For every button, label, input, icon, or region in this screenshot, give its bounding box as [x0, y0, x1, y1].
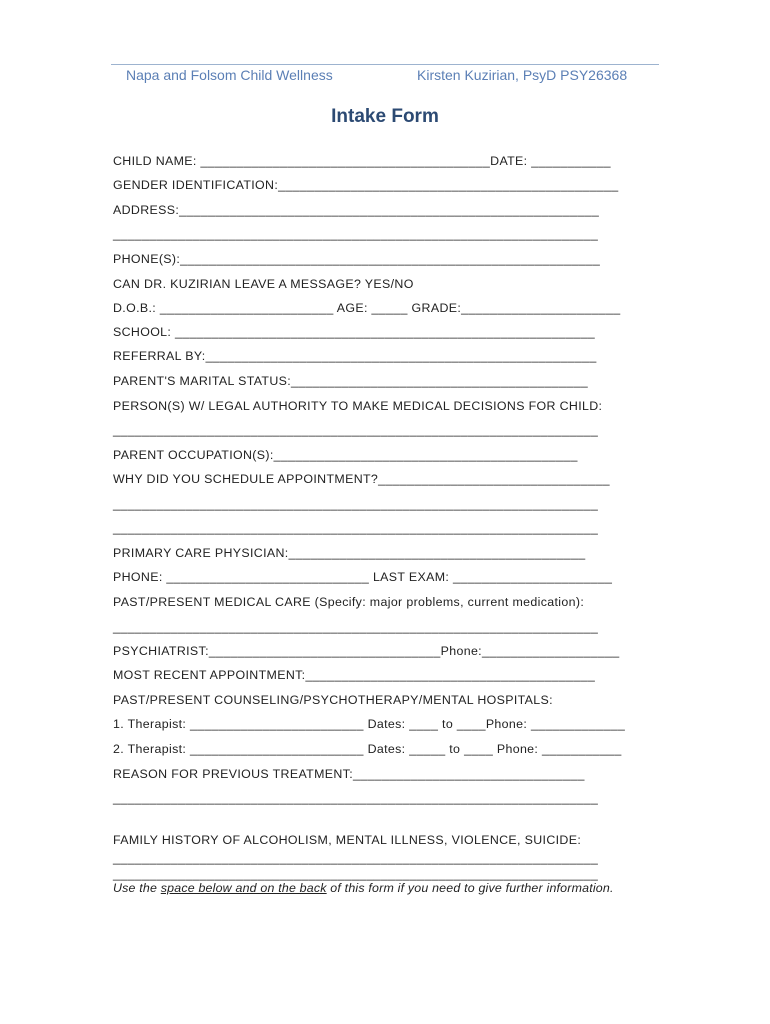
- note-suffix: of this form if you need to give further information.: [326, 881, 614, 895]
- family-history-line: FAMILY HISTORY OF ALCOHOLISM, MENTAL ILLNESS, VIOLENCE, SUICIDE:: [113, 833, 582, 847]
- note-underlined: space below and on the back: [160, 881, 327, 895]
- marital-status-line: PARENT'S MARITAL STATUS:_________________________________________: [113, 374, 588, 388]
- note-prefix: Use the: [113, 881, 161, 895]
- legal-authority-line: PERSON(S) W/ LEGAL AUTHORITY TO MAKE MEDICAL DECISIONS FOR CHILD:: [113, 399, 603, 413]
- family-history-blank-1: ___________________________________________________________________: [113, 851, 599, 865]
- school-line: SCHOOL: __________________________________________________________: [113, 325, 595, 339]
- counseling-history-line: PAST/PRESENT COUNSELING/PSYCHOTHERAPY/MENTAL HOSPITALS:: [113, 693, 553, 707]
- previous-treatment-line: REASON FOR PREVIOUS TREATMENT:________________________________: [113, 767, 585, 781]
- address-line-2: ___________________________________________________________________: [113, 227, 599, 241]
- primary-care-line: PRIMARY CARE PHYSICIAN:_________________________________________: [113, 546, 586, 560]
- legal-authority-blank: ___________________________________________________________________: [113, 423, 599, 437]
- family-history-blank-2: ___________________________________________________________________: [113, 867, 599, 881]
- address-line: ADDRESS:__________________________________________________________: [113, 203, 600, 217]
- phone-last-exam-line: PHONE: ____________________________ LAST EXAM: ______________________: [113, 570, 613, 584]
- medical-care-line: PAST/PRESENT MEDICAL CARE (Specify: major problems, current medication):: [113, 595, 585, 609]
- practice-name: Napa and Folsom Child Wellness: [126, 67, 333, 83]
- therapist-1-line: 1. Therapist: ________________________ Dates: ____ to ____Phone: _____________: [113, 717, 626, 731]
- psychiatrist-line: PSYCHIATRIST:________________________________Phone:___________________: [113, 644, 620, 658]
- header-rule: [111, 64, 659, 65]
- recent-appointment-line: MOST RECENT APPOINTMENT:________________________________________: [113, 668, 596, 682]
- medical-care-blank: ___________________________________________________________________: [113, 620, 599, 634]
- gender-identification-line: GENDER IDENTIFICATION:_______________________________________________: [113, 178, 619, 192]
- further-information-note: [113, 881, 614, 895]
- child-name-date-line: CHILD NAME: ________________________________________DATE: ___________: [113, 154, 611, 168]
- why-appointment-line: WHY DID YOU SCHEDULE APPOINTMENT?________________________________: [113, 472, 610, 486]
- clinician-name: Kirsten Kuzirian, PsyD PSY26368: [417, 67, 628, 83]
- dob-age-grade-line: D.O.B.: ________________________ AGE: _____ GRADE:______________________: [113, 301, 621, 315]
- leave-message-line: CAN DR. KUZIRIAN LEAVE A MESSAGE? YES/NO: [113, 277, 414, 291]
- form-title: Intake Form: [331, 106, 439, 127]
- referral-line: REFERRAL BY:______________________________________________________: [113, 349, 597, 363]
- therapist-2-line: 2. Therapist: ________________________ Dates: _____ to ____ Phone: ___________: [113, 742, 622, 756]
- why-appointment-blank-1: ___________________________________________________________________: [113, 497, 599, 511]
- previous-treatment-blank: ___________________________________________________________________: [113, 791, 599, 805]
- parent-occupation-line: PARENT OCCUPATION(S):__________________________________________: [113, 448, 578, 462]
- phones-line: PHONE(S):__________________________________________________________: [113, 252, 601, 266]
- why-appointment-blank-2: ___________________________________________________________________: [113, 521, 599, 535]
